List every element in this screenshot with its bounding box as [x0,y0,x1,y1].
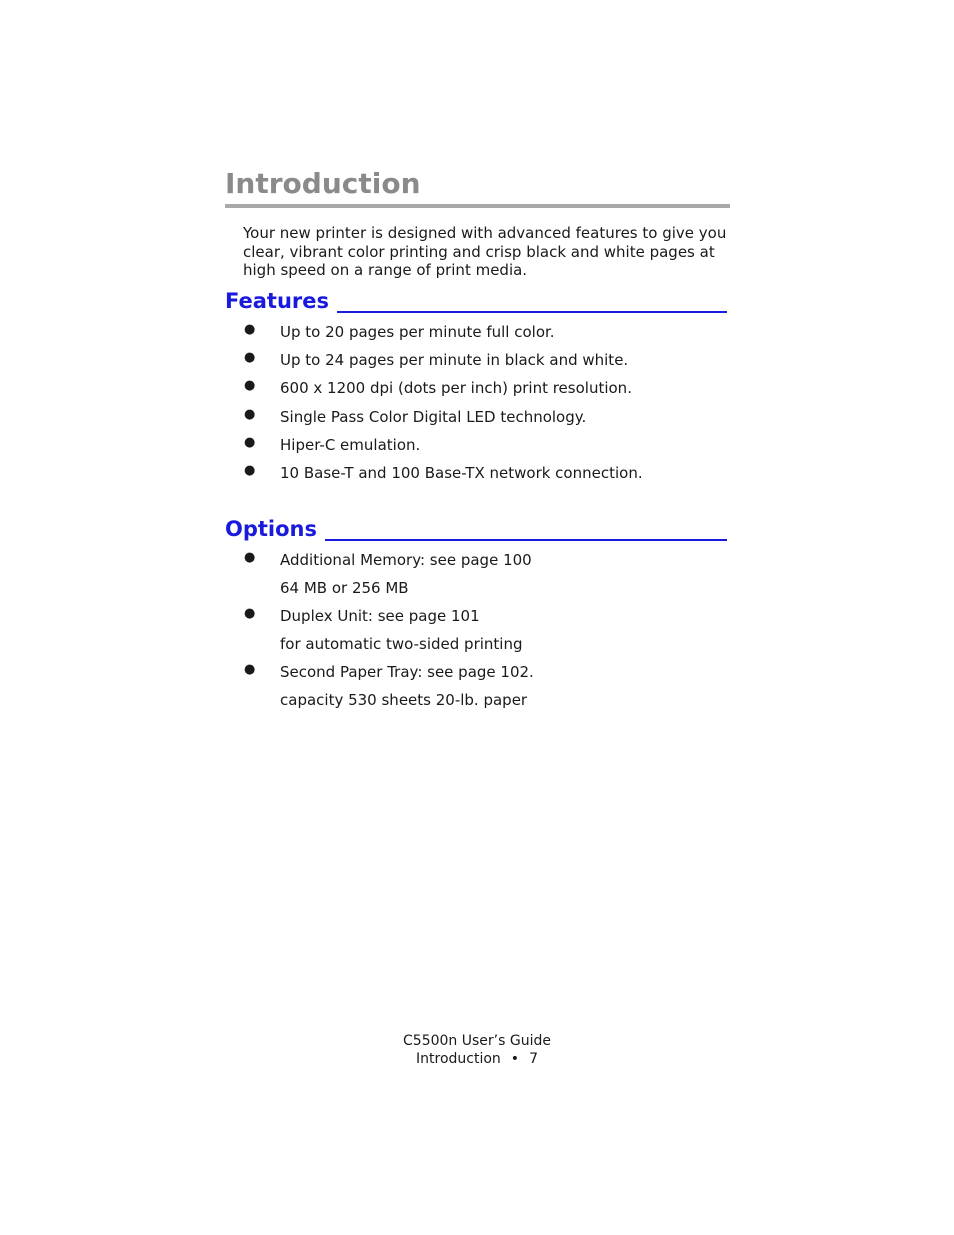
list-item [243,602,733,630]
features-list [243,318,733,487]
page-title: Introduction [225,166,730,208]
options-heading-rule [325,539,727,541]
bullet-icon: ● [244,350,256,366]
option-detail: for automatic two-sided printing [280,635,523,653]
features-heading-rule [337,311,727,313]
bullet-icon: ● [244,606,256,621]
list-item [243,658,733,686]
footer-page-number: 7 [529,1050,538,1067]
bullet-icon: ● [244,378,256,394]
feature-text: Up to 24 pages per minute in black and white. [280,351,629,370]
options-heading [225,516,727,542]
list-item-detail [243,574,733,602]
page-footer [0,1033,954,1068]
feature-text: Up to 20 pages per minute full color. [280,323,555,341]
list-item [243,403,733,431]
list-item [243,346,733,374]
list-item [243,546,733,574]
option-label: Second Paper Tray: see page 102. [280,663,534,681]
option-detail: capacity 530 sheets 20-lb. paper [280,691,528,709]
feature-text: 10 Base-T and 100 Base-TX network connection. [280,463,643,482]
bullet-icon: ● [244,322,256,337]
feature-text: 600 x 1200 dpi (dots per inch) print resolution. [280,379,632,398]
bullet-icon: ● [244,662,256,677]
bullet-icon: ● [244,434,256,450]
list-item-detail [243,686,733,714]
list-item [243,459,733,487]
feature-text: Single Pass Color Digital LED technology. [280,407,587,426]
option-label: Duplex Unit: see page 101 [280,607,480,625]
list-item [243,374,733,402]
features-heading-label: Features [225,289,329,313]
options-heading-label: Options [225,517,317,541]
list-item [243,318,733,346]
list-item-detail [243,630,733,658]
intro-paragraph: Your new printer is designed with advanced features to give you clear, vibrant color printing and crisp black and white pages at high speed on a range of print media. [243,224,727,279]
option-detail: 64 MB or 256 MB [280,579,409,597]
options-list [243,546,733,714]
bullet-icon: ● [244,406,256,422]
footer-section-line [0,1051,954,1069]
option-label: Additional Memory: see page 100 [280,551,532,569]
footer-section: Introduction [416,1050,501,1067]
bullet-icon: ● [244,462,256,478]
features-heading [225,288,727,314]
bullet-icon: ● [244,550,256,565]
list-item [243,431,733,459]
feature-text: Hiper-C emulation. [280,435,421,454]
footer-separator: • [510,1050,520,1067]
footer-guide-title: C5500n User’s Guide [403,1033,551,1049]
